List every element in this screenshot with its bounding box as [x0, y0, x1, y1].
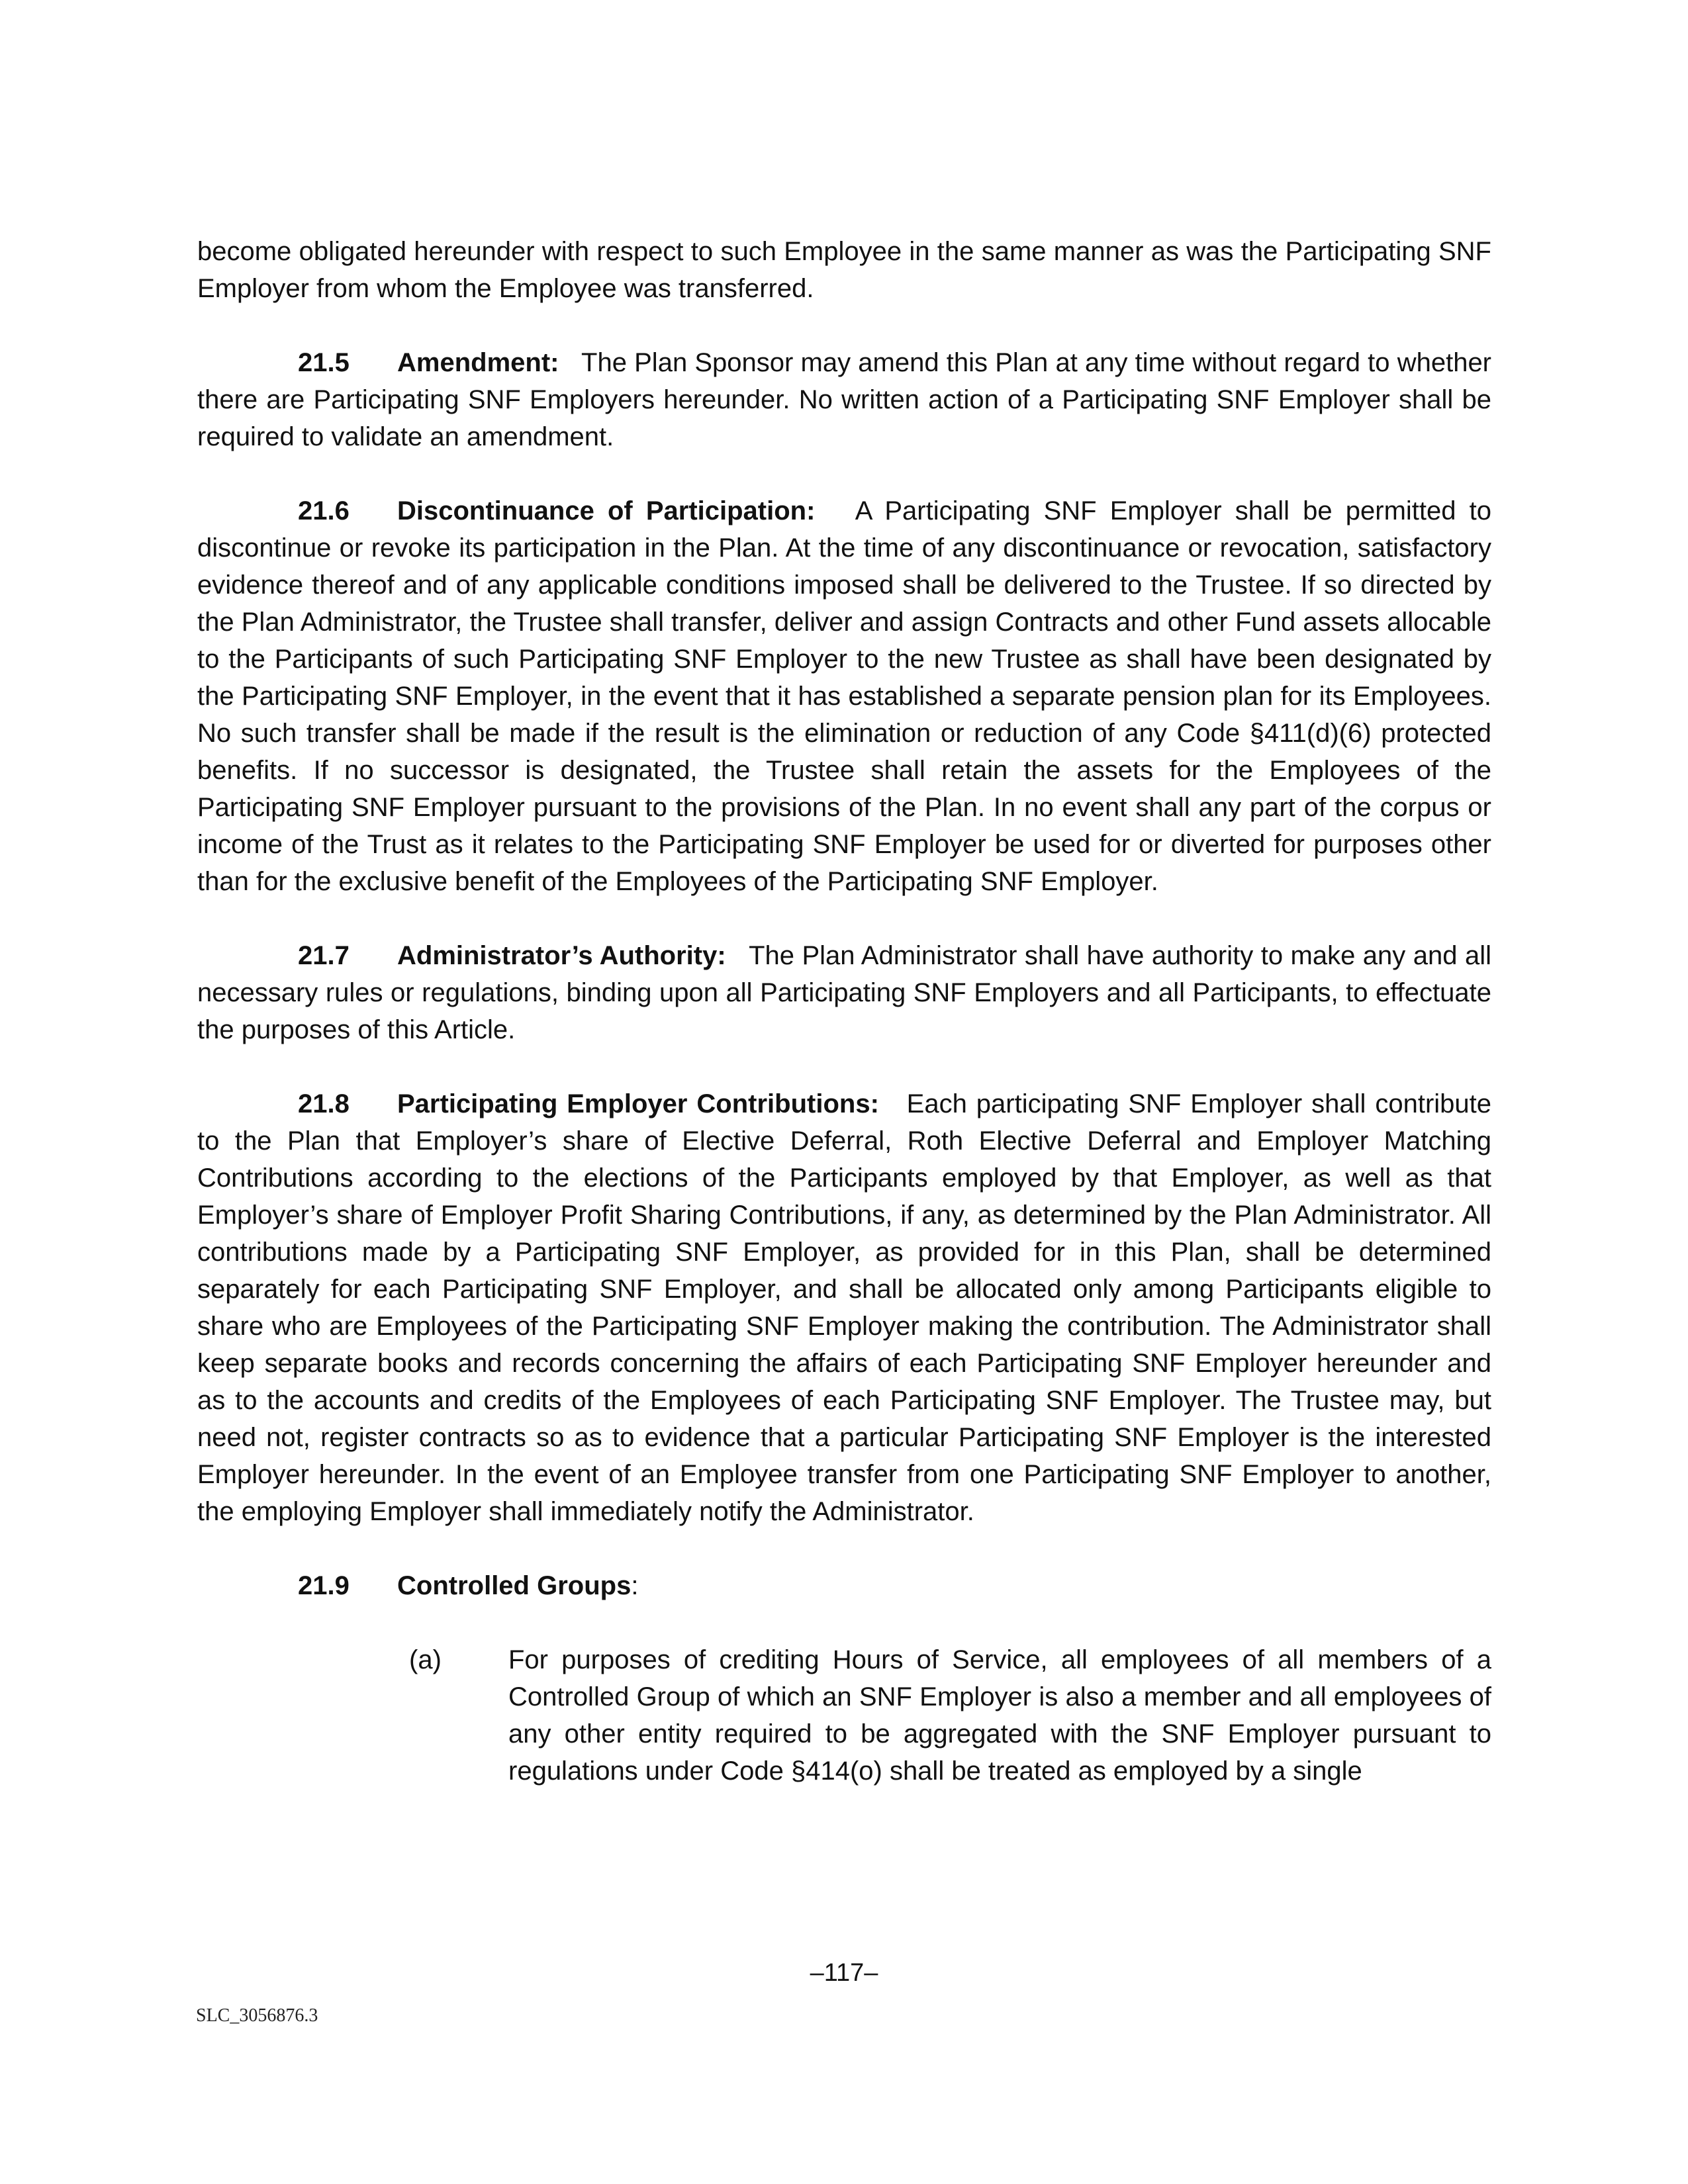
continuation-paragraph: become obligated hereunder with respect to such Employee in the same manner as was the Participating SNF Employer from whom the Employee was transferred.: [197, 237, 1491, 303]
section-number: 21.5: [298, 348, 350, 377]
section-title: Administrator’s Authority:: [397, 941, 726, 970]
section-21-7: [197, 937, 1491, 1048]
page-number: –117–: [810, 1959, 878, 1987]
section-number: 21.7: [298, 941, 350, 970]
document-id: SLC_3056876.3: [196, 2005, 318, 2026]
section-21-6: [197, 492, 1491, 900]
section-number: 21.6: [298, 496, 350, 525]
section-21-8: [197, 1085, 1491, 1530]
section-21-9: [197, 1567, 1491, 1604]
subsection-text: For purposes of crediting Hours of Service, all employees of all members of a Controlled Group of which an SNF Employer is also a member and all employees of any other entity required to be aggregated with the SNF Employer pursuant to regulations under Code §414(o) shall be treated as employed by a single: [508, 1645, 1491, 1786]
section-title: Discontinuance of Participation:: [397, 496, 816, 525]
section-text: Each participating SNF Employer shall contribute to the Plan that Employer’s share of Elective Deferral, Roth Elective Deferral and Employer Matching Contributions according to the elections of the Participants employed by that Employer, as well as that Employer’s share of Employer Profit Sharing Contributions, if any, as determined by the Plan Administrator. All contributions made by a Participating SNF Employer, as provided for in this Plan, shall be determined separately for each Participating SNF Employer, and shall be allocated only among Participants eligible to share who are Employees of the Participating SNF Employer making the contribution. The Administrator shall keep separate books and records concerning the affairs of each Participating SNF Employer hereunder and as to the accounts and credits of the Employees of each Participating SNF Employer. The Trustee may, but need not, register contracts so as to evidence that a particular Participating SNF Employer is the interested Employer hereunder. In the event of an Employee transfer from one Participating SNF Employer to another, the employing Employer shall immediately notify the Administrator.: [197, 1089, 1492, 1526]
document-body: [197, 233, 1491, 1790]
section-number: 21.9: [298, 1571, 350, 1600]
section-title: Controlled Groups: [397, 1571, 632, 1600]
section-title-suffix: :: [631, 1571, 639, 1600]
subsection-a: [409, 1641, 1491, 1790]
section-title: Amendment:: [397, 348, 559, 377]
subsection-label: (a): [409, 1645, 442, 1674]
section-21-5: [197, 344, 1491, 455]
section-text: The Plan Administrator shall have authority to make any and all necessary rules or regulations, binding upon all Participating SNF Employers and all Participants, to effectuate the purposes of this Article.: [197, 941, 1491, 1044]
section-text: The Plan Sponsor may amend this Plan at any time without regard to whether there are Participating SNF Employers hereunder. No written action of a Participating SNF Employer shall be required to validate an amendment.: [197, 348, 1492, 451]
section-number: 21.8: [298, 1089, 350, 1118]
section-title: Participating Employer Contributions:: [397, 1089, 879, 1118]
section-text: A Participating SNF Employer shall be permitted to discontinue or revoke its participation in the Plan. At the time of any discontinuance or revocation, satisfactory evidence thereof and of any applicable conditions imposed shall be delivered to the Trustee. If so directed by the Plan Administrator, the Trustee shall transfer, deliver and assign Contracts and other Fund assets allocable to the Participants of such Participating SNF Employer to the new Trustee as shall have been designated by the Participating SNF Employer, in the event that it has established a separate pension plan for its Employees. No such transfer shall be made if the result is the elimination or reduction of any Code §411(d)(6) protected benefits. If no successor is designated, the Trustee shall retain the assets for the Employees of the Participating SNF Employer pursuant to the provisions of the Plan. In no event shall any part of the corpus or income of the Trust as it relates to the Participating SNF Employer be used for or diverted for purposes other than for the exclusive benefit of the Employees of the Participating SNF Employer.: [197, 496, 1492, 896]
